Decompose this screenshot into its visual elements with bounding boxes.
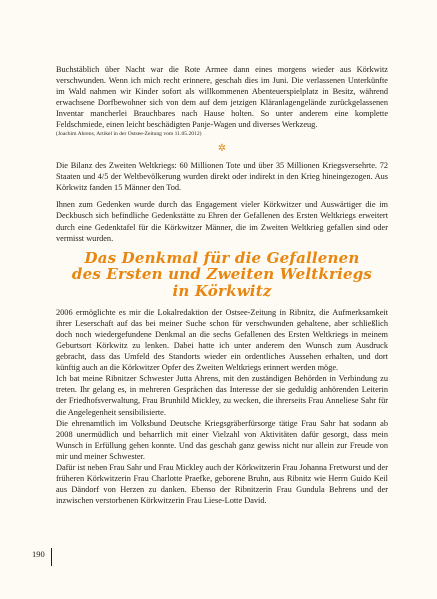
section-heading: [56, 250, 388, 300]
article-paragraph-3: Ihnen zum Gedenken wurde durch das Engagement vieler Körkwitzer und Auswärtiger die im Deckbusch sich befindliche Gedenkstätte zu Ehren der Gefallenen des Ersten Weltkriegs erweitert durch eine Gedenktafel für die Körkwitzer Männer, die im Zweiten Weltkrieg gefallen sind oder vermisst wurden.: [56, 200, 388, 243]
text-column: [56, 64, 388, 506]
article-paragraph-2: Die Bilanz des Zweiten Weltkriegs: 60 Millionen Tote und über 35 Millionen Kriegsversehrte. 72 Staaten und 4/5 der Weltbevölkerung wurden direkt oder indirekt in den Krieg hineingezogen. Aus Körkwitz fanden 15 Männer den Tod.: [56, 161, 388, 193]
page-number: 190: [32, 549, 45, 559]
asterism-divider-icon: ✲: [217, 143, 227, 155]
page-number-rule: [51, 548, 52, 566]
section-heading-line-3: in Körkwitz: [172, 281, 272, 300]
section-paragraph-4: Dafür ist neben Frau Sahr und Frau Mickley auch der Körkwitzerin Frau Johanna Fretwurst und der früheren Körkwitzerin Frau Charlotte Praefke, geborene Bruhn, aus Ribnitz wie Herrn Guido Keil aus Dändorf von Herzen zu danken. Ebenso der Ribnitzerin Frau Gundula Behrens und der inzwischen verstorbenen Körkwitzerin Frau Liese-Lotte David.: [56, 462, 388, 505]
section-heading-line-2: des Ersten und Zweiten Weltkriegs: [71, 265, 373, 284]
section-paragraph-1: 2006 ermöglichte es mir die Lokalredaktion der Ostsee-Zeitung in Ribnitz, die Aufmerksamkeit ihrer Leserschaft auf das bei meiner Suche schon für verschwunden gehaltene, aber schließlich doch noch wiedergefundene Denkmal an die sechs Gefallenen des Ersten Weltkriegs in meinem Geburtsort Körkwitz zu lenken. Dabei hatte ich unter anderem den Wunsch zum Ausdruck gebracht, dass das Umfeld des Standorts wieder ein ordentliches Aussehen erhalten, und dort künftig auch an die Körkwitzer Opfer des Zweiten Weltkriegs erinnert werden möge.: [56, 308, 388, 373]
source-caption: (Joachim Ahrens, Artikel in der Ostsee-Zeitung vom 11.05.2012): [56, 131, 202, 138]
article-paragraph-1: Buchstäblich über Nacht war die Rote Armee dann eines morgens wieder aus Körkwitz verschwunden. Wenn ich mich recht erinnere, geschah dies im Juni. Die verlassenen Unterkünfte im Wald nahmen wir Kinder sofort als willkommenen Abenteuerspielplatz in Besitz, während erwachsene Dorfbewohner sich von dem auf dem jetzigen Kläranlagengelände zurückgelassenen Inventar mancherlei Brauchbares nach Hause holten. So unter anderem eine komplette Feldschmiede, einen leicht beschädigten Panje-Wagen und diverses Werkzeug.: [56, 65, 388, 130]
section-paragraph-2: Ich bat meine Ribnitzer Schwester Jutta Ahrens, mit den zuständigen Behörden in Verbindung zu treten. Ihr gelang es, in mehreren Gesprächen das Interesse der sie geduldig anhörenden Leiterin der Friedhofsverwaltung, Frau Brunhild Mickley, zu wecken, die ihrerseits Frau Anneliese Sahr für die Angelegenheit sensibilisierte.: [56, 374, 388, 417]
section-heading-line-1: Das Denkmal für die Gefallenen: [84, 248, 360, 267]
section-paragraph-3: Die ehrenamtlich im Volksbund Deutsche Kriegsgräberfürsorge tätige Frau Sahr hat sodann ab 2008 unermüdlich und beharrlich mit einer Vielzahl von Aktivitäten dafür gesorgt, dass mein Wunsch in Erfüllung gehen konnte. Und das geschah ganz gewiss nicht nur allein zur Freude von mir und meiner Schwester.: [56, 418, 388, 461]
